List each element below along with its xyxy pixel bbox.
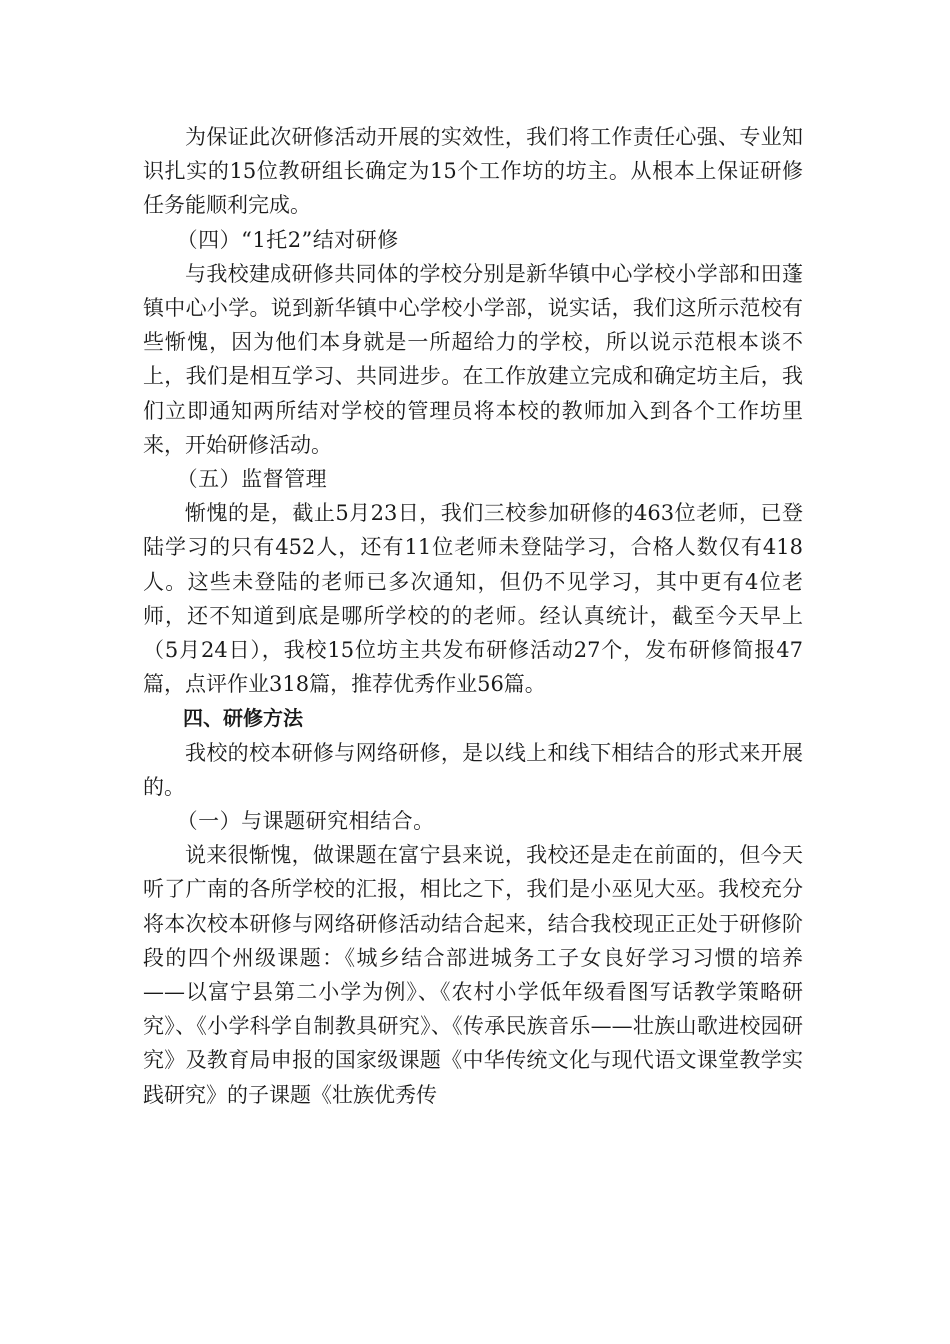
document-body xyxy=(143,120,803,1112)
paragraph-statistics: 惭愧的是，截止5月23日，我们三校参加研修的463位老师，已登陆学习的只有452人，还有11位老师未登陆学习，合格人数仅有418人。这些未登陆的老师已多次通知，但仍不见学习，其中更有4位老师，还不知道到底是哪所学校的的老师。经认真统计，截至今天早上（5月24日），我校15位坊主共发布研修活动27个，发布研修简报47篇，点评作业318篇，推荐优秀作业56篇。 xyxy=(143,501,803,697)
paragraph-responsibility: 为保证此次研修活动开展的实效性，我们将工作责任心强、专业知识扎实的15位教研组长确定为15个工作坊的坊主。从根本上保证研修任务能顺利完成。 xyxy=(143,125,803,218)
subheading-pairing: （四）“1托2”结对研修 xyxy=(176,227,399,252)
subheading-supervision: （五）监督管理 xyxy=(176,467,328,492)
paragraph-community: 与我校建成研修共同体的学校分别是新华镇中心学校小学部和田蓬镇中心小学。说到新华镇中心学校小学部，说实话，我们这所示范校有些惭愧，因为他们本身就是一所超给力的学校，所以说示范根本谈不上，我们是相互学习、共同进步。在工作放建立完成和确定坊主后，我们立即通知两所结对学校的管理员将本校的教师加入到各个工作坊里来，开始研修活动。 xyxy=(143,261,803,457)
section-heading-methods: 四、研修方法 xyxy=(183,706,303,731)
paragraph-research: 说来很惭愧，做课题在富宁县来说，我校还是走在前面的，但今天听了广南的各所学校的汇报，相比之下，我们是小巫见大巫。我校充分将本次校本研修与网络研修活动结合起来，结合我校现正正处于研修阶段的四个州级课题：《城乡结合部进城务工子女良好学习习惯的培养——以富宁县第二小学为例》、《农村小学低年级看图写话教学策略研究》、《小学科学自制教具研究》、《传承民族音乐——壮族山歌进校园研究》及教育局申报的国家级课题《中华传统文化与现代语文课堂教学实践研究》的子课题《壮族优秀传 xyxy=(143,843,803,1107)
subheading-research: （一）与课题研究相结合。 xyxy=(176,809,435,834)
paragraph-methods-intro: 我校的校本研修与网络研修，是以线上和线下相结合的形式来开展的。 xyxy=(143,740,803,799)
